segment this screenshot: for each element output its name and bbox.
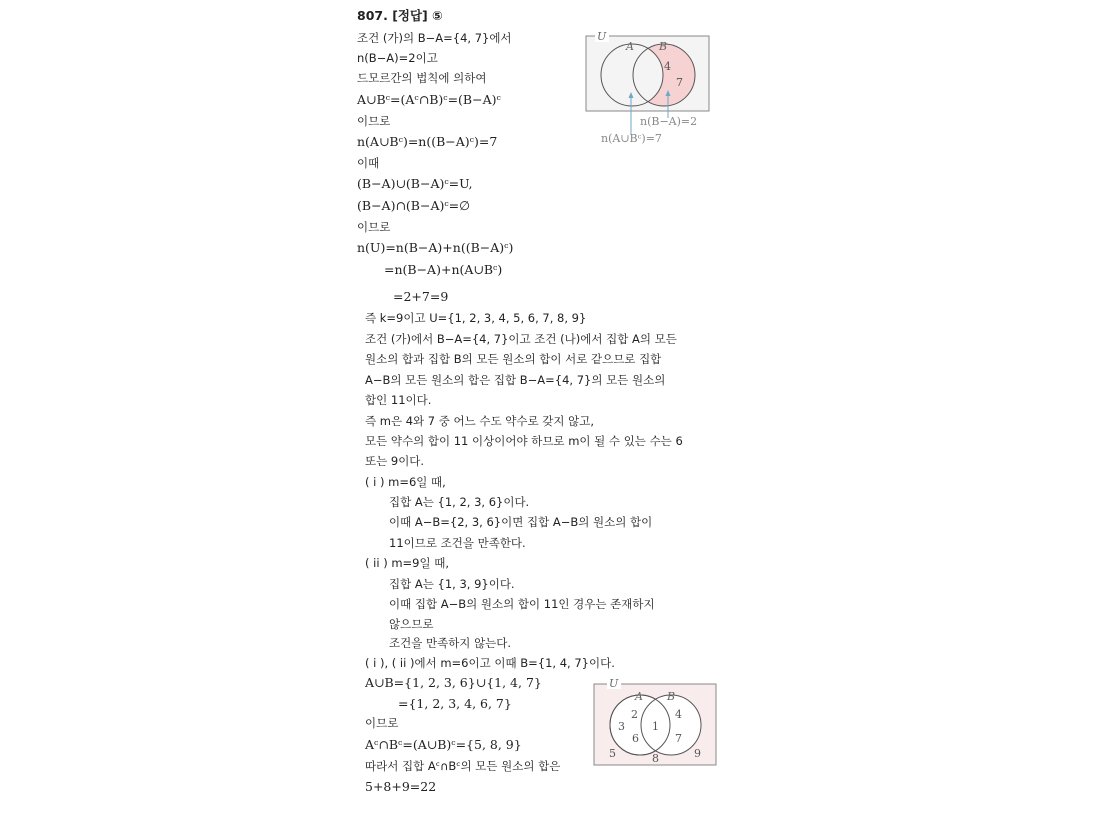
- text-line: ( i ), ( ii )에서 m=6이고 이때 B={1, 4, 7}이다.: [365, 656, 615, 670]
- element-outside: 9: [694, 747, 701, 760]
- text-line: 이므로: [357, 220, 391, 234]
- element: 4: [664, 60, 671, 73]
- text-line: Aᶜ∩Bᶜ=(A∪B)ᶜ={5, 8, 9}: [365, 737, 522, 752]
- text-line: (B−A)∩(B−A)ᶜ=∅: [357, 198, 471, 213]
- text-line: A−B의 모든 원소의 합은 집합 B−A={4, 7}의 모든 원소의: [365, 373, 666, 387]
- text-line: n(B−A)=2이고: [357, 51, 438, 65]
- element-b-only: 4: [675, 708, 682, 721]
- final-answer-line: 5+8+9=22: [365, 779, 437, 794]
- text-line: 합인 11이다.: [365, 393, 432, 407]
- universal-set-label: U: [609, 677, 619, 690]
- text-line: 집합 A는 {1, 2, 3, 6}이다.: [389, 495, 530, 509]
- venn-diagram-final: [592, 676, 720, 770]
- text-line: 조건 (가)에서 B−A={4, 7}이고 조건 (나)에서 집합 A의 모든: [365, 332, 677, 346]
- element-a-only: 6: [632, 732, 639, 745]
- text-line: =n(B−A)+n(A∪Bᶜ): [384, 262, 503, 277]
- text-line: (B−A)∪(B−A)ᶜ=U,: [357, 176, 473, 191]
- text-line: 조건 (가)의 B−A={4, 7}에서: [357, 31, 512, 45]
- set-a-label: A: [626, 40, 634, 53]
- element-a-only: 2: [631, 708, 638, 721]
- callout-n-a-union-bc: n(A∪Bᶜ)=7: [601, 132, 662, 145]
- text-line: n(A∪Bᶜ)=n((B−A)ᶜ)=7: [357, 134, 498, 149]
- text-line: 따라서 집합 Aᶜ∩Bᶜ의 모든 원소의 합은: [365, 759, 561, 773]
- element-outside: 8: [652, 752, 659, 765]
- set-a-label: A: [635, 690, 643, 703]
- text-line: 집합 A는 {1, 3, 9}이다.: [389, 577, 515, 591]
- text-line: 드모르간의 법칙에 의하여: [357, 71, 487, 85]
- text-line: 이때: [357, 156, 380, 170]
- text-line: ={1, 2, 3, 4, 6, 7}: [398, 696, 512, 711]
- text-line: 이때 A−B={2, 3, 6}이면 집합 A−B의 원소의 합이: [389, 515, 653, 529]
- venn-diagram-1-svg: [585, 30, 720, 148]
- element-outside: 5: [609, 747, 616, 760]
- set-b-label: B: [659, 40, 668, 53]
- text-line: 또는 9이다.: [365, 454, 425, 468]
- set-b-circle: [641, 695, 701, 755]
- venn-diagram-b-minus-a: [585, 30, 720, 148]
- text-line: 즉 m은 4와 7 중 어느 수도 약수로 갖지 않고,: [365, 414, 595, 428]
- text-line: 모든 약수의 합이 11 이상이어야 하므로 m이 될 수 있는 수는 6: [365, 434, 683, 448]
- universal-set-label: U: [597, 30, 607, 43]
- problem-title: 807. [정답] ⑤: [357, 8, 443, 23]
- venn-diagram-2-svg: [592, 676, 720, 770]
- element-a-only: 3: [618, 720, 625, 733]
- element-b-only: 7: [675, 732, 682, 745]
- callout-n-b-minus-a: n(B−A)=2: [640, 115, 698, 128]
- set-b-label: B: [667, 690, 676, 703]
- text-line: 이므로: [365, 716, 399, 730]
- case-heading: ( ii ) m=9일 때,: [365, 556, 450, 570]
- text-line: 원소의 합과 집합 B의 모든 원소의 합이 서로 같으므로 집합: [365, 352, 662, 366]
- element-intersection: 1: [652, 720, 659, 733]
- text-line: n(U)=n(B−A)+n((B−A)ᶜ): [357, 240, 514, 255]
- text-line: 조건을 만족하지 않는다.: [389, 636, 512, 650]
- text-line: 11이므로 조건을 만족한다.: [389, 536, 526, 550]
- text-line: =2+7=9: [393, 289, 449, 304]
- element: 7: [676, 76, 683, 89]
- text-line: A∪Bᶜ=(Aᶜ∩B)ᶜ=(B−A)ᶜ: [357, 92, 501, 107]
- text-line: 즉 k=9이고 U={1, 2, 3, 4, 5, 6, 7, 8, 9}: [365, 311, 587, 325]
- text-line: 이므로: [357, 114, 391, 128]
- text-line: 이때 집합 A−B의 원소의 합이 11인 경우는 존재하지: [389, 597, 655, 611]
- case-heading: ( i ) m=6일 때,: [365, 475, 446, 489]
- text-line: 않으므로: [389, 617, 434, 631]
- text-line: A∪B={1, 2, 3, 6}∪{1, 4, 7}: [365, 675, 542, 690]
